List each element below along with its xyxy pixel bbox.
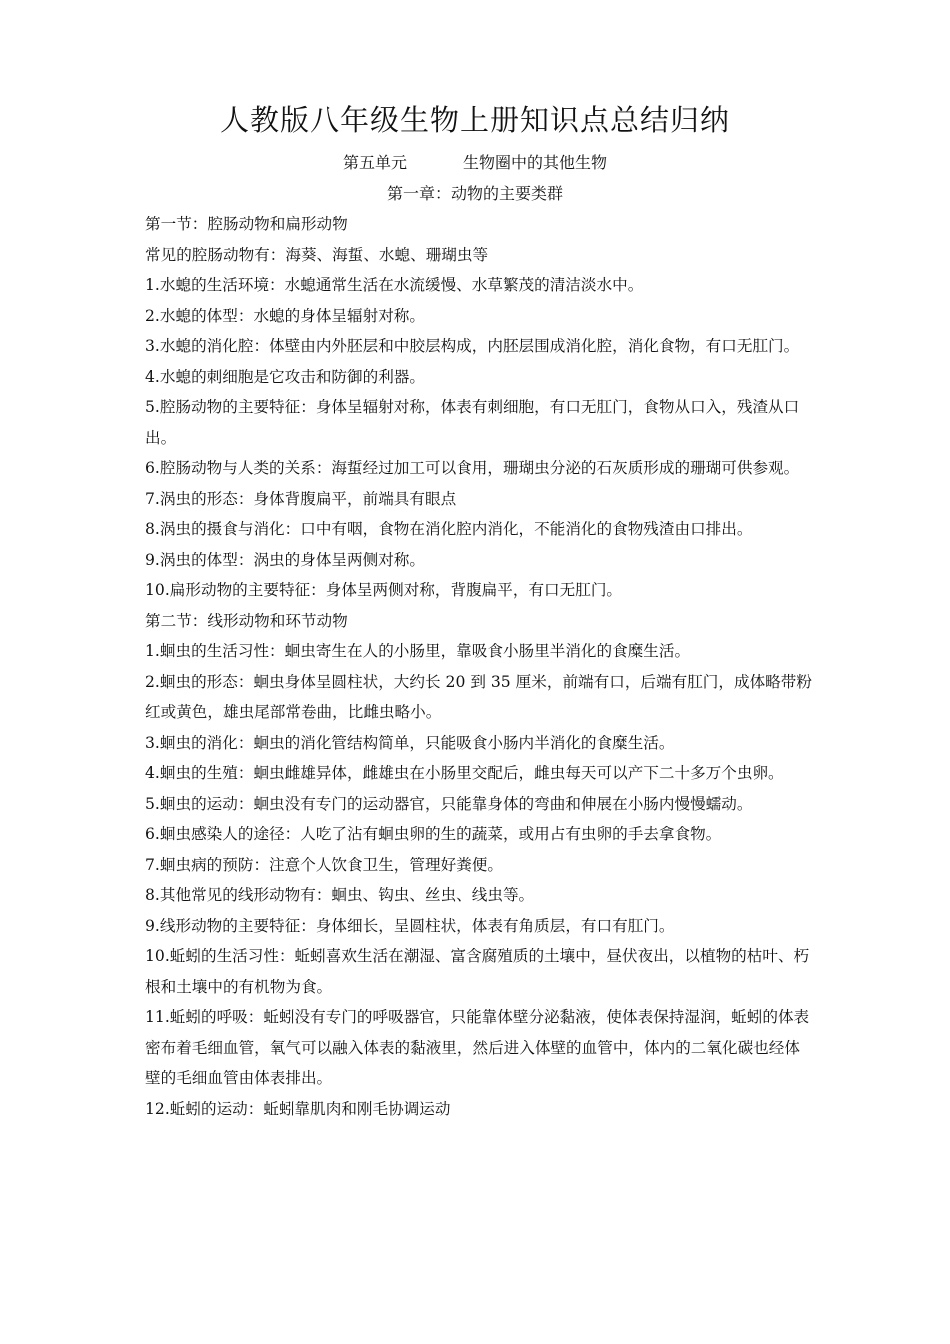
unit-heading xyxy=(0,150,950,176)
paragraph: 7.蛔虫病的预防：注意个人饮食卫生，管理好粪便。 xyxy=(145,855,503,874)
paragraph: 3.水螅的消化腔：体壁由内外胚层和中胶层构成，内胚层围成消化腔，消化食物，有口无肛门。 xyxy=(145,337,800,355)
paragraph: 1.蛔虫的生活习性：蛔虫寄生在人的小肠里，靠吸食小肠里半消化的食糜生活。 xyxy=(145,642,691,660)
document-body xyxy=(145,209,815,1124)
paragraph: 5.腔肠动物的主要特征：身体呈辐射对称，体表有刺细胞，有口无肛门，食物从口入，残渣从口出。 xyxy=(145,398,800,447)
paragraph: 11.蚯蚓的呼吸：蚯蚓没有专门的呼吸器官，只能靠体壁分泌黏液，使体表保持湿润，蚯蚓的体表密布着毛细血管，氧气可以融入体表的黏液里，然后进入体壁的血管中，体内的二氧化碳也经体壁的毛细血管由体表排出。 xyxy=(145,1008,810,1087)
paragraph: 4.水螅的刺细胞是它攻击和防御的利器。 xyxy=(145,367,425,386)
paragraph: 12.蚯蚓的运动：蚯蚓靠肌肉和刚毛协调运动 xyxy=(145,1099,451,1118)
paragraph: 9.涡虫的体型：涡虫的身体呈两侧对称。 xyxy=(145,550,425,569)
paragraph: 1.水螅的生活环境：水螅通常生活在水流缓慢、水草繁茂的清洁淡水中。 xyxy=(145,276,644,294)
unit-label: 第五单元 xyxy=(342,153,407,172)
paragraph: 7.涡虫的形态：身体背腹扁平，前端具有眼点 xyxy=(145,489,457,508)
paragraph: 8.其他常见的线形动物有：蛔虫、钩虫、丝虫、线虫等。 xyxy=(145,886,535,904)
paragraph: 9.线形动物的主要特征：身体细长，呈圆柱状，体表有角质层，有口有肛门。 xyxy=(145,916,675,935)
paragraph: 5.蛔虫的运动：蛔虫没有专门的运动器官，只能靠身体的弯曲和伸展在小肠内慢慢蠕动。 xyxy=(145,794,753,813)
paragraph: 2.水螅的体型：水螅的身体呈辐射对称。 xyxy=(145,306,425,325)
chapter-heading: 第一章：动物的主要类群 xyxy=(386,184,563,203)
unit-name: 生物圈中的其他生物 xyxy=(463,153,608,172)
paragraph: 常见的腔肠动物有：海葵、海蜇、水螅、珊瑚虫等 xyxy=(145,245,489,264)
paragraph: 6.蛔虫感染人的途径：人吃了沾有蛔虫卵的生的蔬菜，或用占有虫卵的手去拿食物。 xyxy=(145,825,722,843)
paragraph: 3.蛔虫的消化：蛔虫的消化管结构简单，只能吸食小肠内半消化的食糜生活。 xyxy=(145,733,675,752)
paragraph: 10.蚯蚓的生活习性：蚯蚓喜欢生活在潮湿、富含腐殖质的土壤中，昼伏夜出，以植物的枯叶、朽根和土壤中的有机物为食。 xyxy=(145,947,810,996)
paragraph: 4.蛔虫的生殖：蛔虫雌雄异体，雌雄虫在小肠里交配后，雌虫每天可以产下二十多万个虫卵。 xyxy=(145,764,784,782)
section-heading: 第一节：腔肠动物和扁形动物 xyxy=(145,215,348,233)
paragraph: 8.涡虫的摄食与消化：口中有咽，食物在消化腔内消化，不能消化的食物残渣由口排出。 xyxy=(145,520,753,538)
paragraph: 6.腔肠动物与人类的关系：海蜇经过加工可以食用，珊瑚虫分泌的石灰质形成的珊瑚可供参观。 xyxy=(145,459,800,477)
section-heading: 第二节：线形动物和环节动物 xyxy=(145,611,348,630)
document-title: 人教版八年级生物上册知识点总结归纳 xyxy=(219,103,730,137)
paragraph: 10.扁形动物的主要特征：身体呈两侧对称，背腹扁平，有口无肛门。 xyxy=(145,581,623,599)
paragraph: 2.蛔虫的形态：蛔虫身体呈圆柱状，大约长 20 到 35 厘米，前端有口，后端有肛门，成体略带粉红或黄色，雄虫尾部常卷曲，比雌虫略小。 xyxy=(145,672,812,721)
